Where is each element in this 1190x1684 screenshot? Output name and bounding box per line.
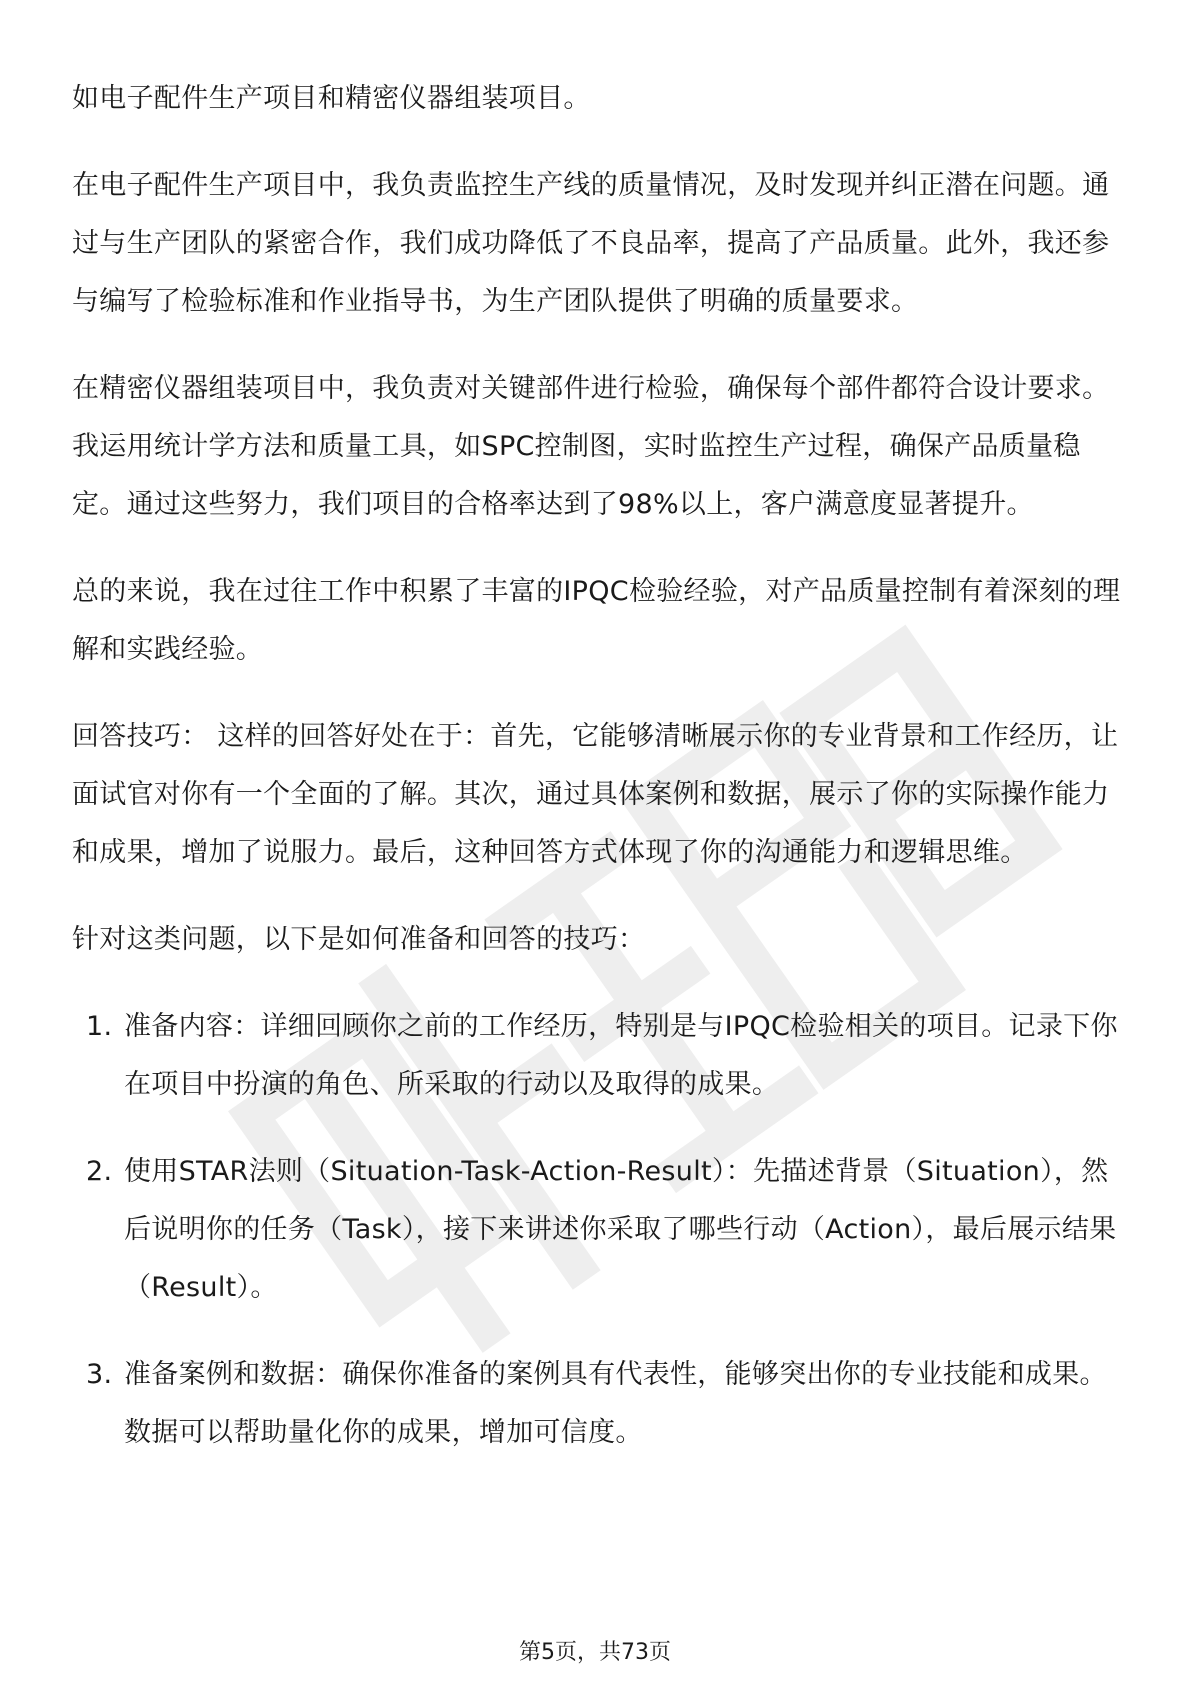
list-item-text: 准备内容：详细回顾你之前的工作经历，特别是与IPQC检验相关的项目。记录下你在项目中扮演的角色、所采取的行动以及取得的成果。 [124,1011,1118,1100]
paragraph-summary: 总的来说，我在过往工作中积累了丰富的IPQC检验经验，对产品质量控制有着深刻的理解和实践经验。 [72,576,1121,665]
page-footer: 第5页，共73页 [519,1640,671,1665]
document-body [72,70,1122,1491]
list-item [72,1143,1122,1317]
list-item-text: 准备案例和数据：确保你准备的案例具有代表性，能够突出你的专业技能和成果。数据可以帮助量化你的成果，增加可信度。 [124,1359,1107,1448]
list-number: 3. [86,1359,113,1390]
paragraph-list-intro: 针对这类问题，以下是如何准备和回答的技巧： [72,924,646,955]
list-item [72,998,1122,1114]
paragraph-precision-project: 在精密仪器组装项目中，我负责对关键部件进行检验，确保每个部件都符合设计要求。我运用统计学方法和质量工具，如SPC控制图，实时监控生产过程，确保产品质量稳定。通过这些努力，我们项目的合格率达到了98%以上，客户满意度显著提升。 [72,373,1110,520]
paragraph-electronics-project: 在电子配件生产项目中，我负责监控生产线的质量情况，及时发现并纠正潜在问题。通过与生产团队的紧密合作，我们成功降低了不良品率，提高了产品质量。此外，我还参与编写了检验标准和作业指导书，为生产团队提供了明确的质量要求。 [72,170,1110,317]
tips-list [72,998,1122,1462]
list-item-text: 使用STAR法则（Situation-Task-Action-Result）：先描述背景（Situation），然后说明你的任务（Task），接下来讲述你采取了哪些行动（Action），最后展示结果（Result）。 [124,1156,1117,1303]
list-item [72,1346,1122,1462]
list-number: 2. [86,1156,113,1187]
paragraph-answer-tips: 回答技巧： 这样的回答好处在于：首先，它能够清晰展示你的专业背景和工作经历，让面试官对你有一个全面的了解。其次，通过具体案例和数据，展示了你的实际操作能力和成果，增加了说服力。最后，这种回答方式体现了你的沟通能力和逻辑思维。 [72,721,1119,868]
paragraph-intro: 如电子配件生产项目和精密仪器组装项目。 [72,83,591,114]
list-number: 1. [86,1011,113,1042]
